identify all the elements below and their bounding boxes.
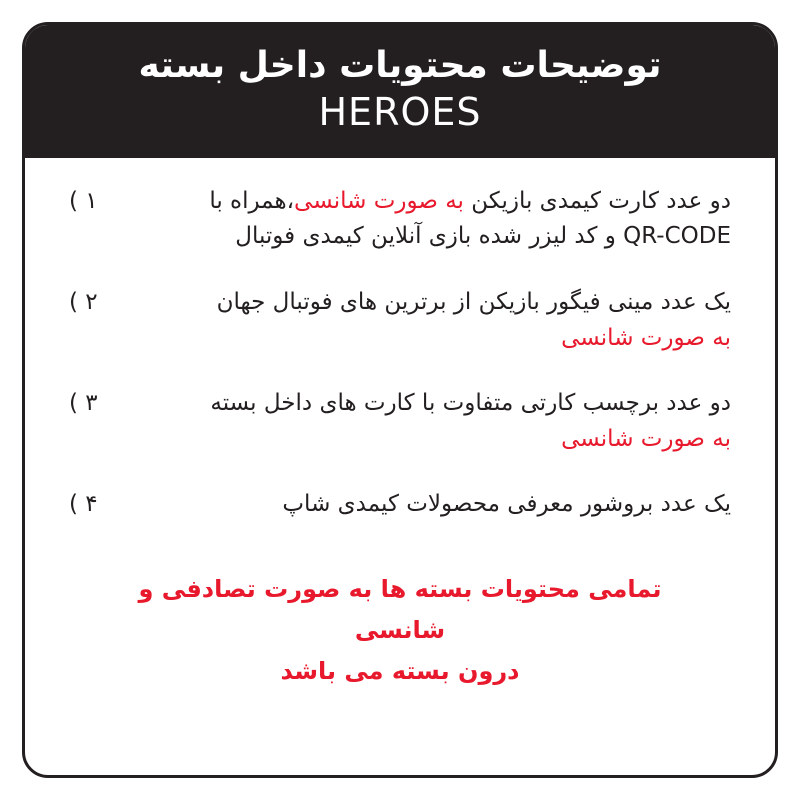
footer-note-line1: تمامی محتویات بسته ها به صورت تصادفی و شانسی <box>138 575 662 644</box>
item-segment-highlight: به صورت شانسی <box>561 324 731 351</box>
list-item <box>69 184 731 255</box>
header-title-en: HEROES <box>318 90 482 134</box>
list-item-text <box>102 487 731 523</box>
footer-note <box>69 569 731 691</box>
list-item-text <box>102 386 731 457</box>
item-segment: دو عدد برچسب کارتی متفاوت با کارت های داخل بسته <box>210 390 731 417</box>
list-item <box>69 487 731 523</box>
card-header <box>25 25 775 158</box>
list-item-number: ۲ ) <box>69 288 98 315</box>
footer-note-line2: درون بسته می باشد <box>280 656 520 685</box>
list-item-number: ۳ ) <box>69 390 98 417</box>
list-item-number: ۱ ) <box>69 187 98 214</box>
package-contents-card <box>22 22 778 778</box>
item-segment: دو عدد کارت کیمدی بازیکن <box>463 187 731 214</box>
item-segment-highlight: به صورت شانسی <box>294 187 464 214</box>
contents-list <box>25 158 775 702</box>
item-segment-highlight: به صورت شانسی <box>561 425 731 452</box>
list-item <box>69 386 731 457</box>
item-segment: یک عدد بروشور معرفی محصولات کیمدی شاپ <box>282 491 731 518</box>
list-item-number: ۴ ) <box>69 491 98 518</box>
item-segment: و کد لیزر شده بازی آنلاین کیمدی فوتبال <box>235 223 624 250</box>
item-segment: ،همراه با <box>209 187 295 214</box>
item-segment: یک عدد مینی فیگور بازیکن از برترین های فوتبال جهان <box>216 288 731 315</box>
item-segment-code: QR-CODE <box>623 223 731 250</box>
list-item <box>69 285 731 356</box>
header-title-fa: توضیحات محتویات داخل بسته <box>138 45 662 86</box>
list-item-text <box>102 184 731 255</box>
list-item-text <box>102 285 731 356</box>
